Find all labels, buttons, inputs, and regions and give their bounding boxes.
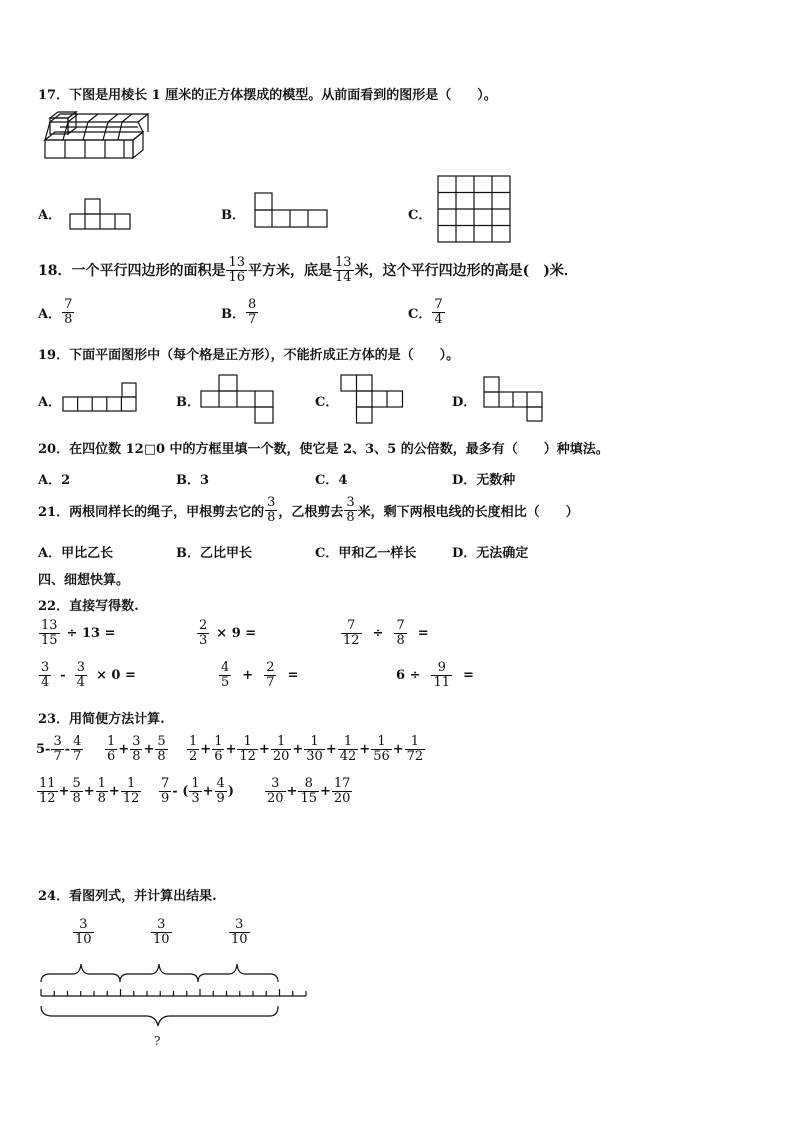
operator: + (325, 741, 337, 757)
q22-expr-6 (396, 661, 474, 689)
q18-option-a (38, 298, 75, 326)
numerator: 5 (72, 776, 81, 791)
numerator: 4 (221, 660, 230, 675)
fraction (105, 735, 117, 763)
denominator: 12 (39, 790, 56, 806)
numerator: 1 (191, 776, 200, 791)
q17-option-c-figure (437, 175, 511, 243)
fraction (75, 661, 87, 689)
denominator: 10 (231, 931, 248, 947)
numerator: 3 (41, 660, 50, 675)
fraction (121, 777, 142, 805)
q19-option-a-net (62, 382, 138, 412)
fraction (237, 735, 258, 763)
operator: + (225, 741, 237, 757)
numerator: 7 (347, 618, 356, 633)
denominator: 6 (107, 748, 116, 764)
numerator: 7 (64, 297, 73, 312)
numerator: 13 (228, 255, 246, 270)
top-brace-2 (120, 964, 198, 982)
numerator: 1 (276, 734, 286, 749)
q21-text-part2: ，乙根剪去 (278, 504, 344, 520)
numerator: 2 (266, 660, 275, 675)
equals: = (463, 667, 474, 683)
fraction (212, 735, 224, 763)
q19-option-b-net (200, 374, 276, 424)
operator: ÷ (372, 625, 384, 641)
q23-title: 23．用简便方法计算. (38, 712, 165, 727)
operator: + (143, 741, 155, 757)
option-label: B． (221, 306, 245, 322)
numerator: 3 (157, 917, 166, 932)
top-brace-1 (41, 964, 120, 982)
fraction (37, 777, 58, 805)
q24-title: 24．看图列式，并计算出结果. (38, 889, 217, 904)
q23-expr-e (158, 777, 234, 805)
bottom-brace (41, 1006, 278, 1026)
denominator: 20 (272, 748, 290, 764)
q19-option-a-label: A． (38, 395, 62, 410)
operator: + (83, 783, 95, 799)
section-heading: 四、细想快算。 (38, 573, 130, 588)
fraction (264, 661, 276, 689)
expr-prefix: 6 ÷ (396, 667, 421, 683)
q24-label-3 (228, 918, 251, 946)
q20-option-a: A．2 (38, 473, 71, 488)
denominator: 3 (191, 790, 200, 806)
fraction (130, 735, 142, 763)
numerator: 3 (267, 495, 276, 510)
q19-option-b-label: B． (176, 395, 200, 410)
operator: + (292, 741, 304, 757)
denominator: 7 (73, 748, 82, 764)
option-fraction (432, 298, 444, 326)
operator: + (320, 783, 331, 799)
numerator: 2 (199, 618, 208, 633)
fraction (265, 777, 286, 805)
q18-text-part1: 一个平行四边形的面积是 (71, 263, 226, 280)
numerator: 8 (248, 297, 257, 312)
numerator: 7 (161, 776, 170, 791)
denominator: 12 (122, 790, 140, 806)
fraction (155, 735, 167, 763)
fraction (338, 735, 359, 763)
q21-option-c: C．甲和乙一样长 (315, 546, 417, 561)
operator: + (359, 741, 371, 757)
denominator: 15 (41, 632, 58, 648)
fraction (71, 735, 83, 763)
numerator: 3 (76, 660, 85, 675)
q19-option-c-label: C． (315, 395, 339, 410)
numerator: 1 (107, 734, 116, 749)
numerator: 3 (132, 734, 141, 749)
denominator: 4 (41, 674, 50, 690)
numerator: 1 (377, 734, 386, 749)
denominator: 8 (72, 790, 81, 806)
fraction (371, 735, 392, 763)
q23-expr-b (104, 735, 169, 763)
fraction (39, 661, 51, 689)
denominator: 12 (239, 748, 256, 764)
q18-number: 18． (38, 263, 72, 280)
operator: + (108, 783, 120, 799)
numerator: 1 (343, 734, 353, 749)
denominator: 7 (53, 748, 62, 764)
q24-question-mark: ? (154, 1034, 161, 1048)
numerator: 4 (73, 734, 82, 749)
q19-option-c-net (340, 374, 404, 424)
numerator: 3 (235, 917, 244, 932)
fraction (219, 661, 231, 689)
denominator: 4 (76, 674, 85, 690)
numerator: 7 (434, 297, 443, 312)
option-label: A． (38, 306, 62, 322)
q23-expr-f (264, 777, 353, 805)
numerator: 1 (243, 734, 252, 749)
numerator: 1 (410, 734, 420, 749)
fraction (189, 777, 201, 805)
expr-prefix: 5- (36, 741, 51, 757)
q21-option-b: B．乙比甲长 (176, 546, 252, 561)
denominator: 14 (335, 269, 352, 285)
numerator: 9 (437, 660, 446, 675)
fraction (96, 777, 108, 805)
denominator: 8 (346, 509, 355, 525)
q24-label-2 (150, 918, 173, 946)
q19-text: 19．下面平面图形中（每个格是正方形），不能折成正方体的是（ ）。 (38, 348, 460, 363)
denominator: 7 (266, 674, 275, 690)
q22-expr-3 (340, 619, 429, 647)
denominator: 8 (267, 509, 276, 525)
operator: + (58, 783, 70, 799)
denominator: 8 (157, 748, 166, 764)
fraction (304, 735, 325, 763)
q19-option-d-label: D． (452, 395, 477, 410)
q24-label-1 (72, 918, 95, 946)
fraction (229, 918, 250, 946)
q18-text-part2: 平方米，底是 (248, 263, 333, 280)
denominator: 8 (64, 311, 73, 327)
fraction (271, 735, 292, 763)
fraction (394, 619, 406, 647)
numerator: 1 (189, 734, 198, 749)
q18-option-c (408, 298, 446, 326)
fraction (298, 777, 319, 805)
option-label: C． (408, 306, 432, 322)
denominator: 15 (300, 790, 317, 806)
q22-expr-2 (196, 619, 256, 647)
q23-expr-c (186, 735, 426, 763)
q23-expr-d (36, 777, 142, 805)
q17-text: 17．下图是用棱长 1 厘米的正方体摆成的模型。从前面看到的图形是（ ）。 (38, 88, 497, 103)
denominator: 20 (333, 790, 351, 806)
expr-rest: × 9 = (216, 625, 257, 641)
top-brace-3 (198, 964, 278, 982)
fraction (187, 735, 199, 763)
denominator: 10 (153, 931, 170, 947)
denominator: 8 (396, 632, 405, 648)
fraction (159, 777, 171, 805)
fraction (215, 777, 227, 805)
denominator: 3 (199, 632, 208, 648)
operator: + (242, 667, 254, 683)
denominator: 6 (214, 748, 223, 764)
q24-segment-diagram (38, 960, 313, 1030)
fraction (151, 918, 172, 946)
q20-option-c: C．4 (315, 473, 348, 488)
q21-text (38, 496, 579, 524)
fraction (431, 661, 452, 689)
option-fraction (246, 298, 258, 326)
numerator: 11 (39, 776, 56, 791)
operator: + (202, 783, 214, 799)
numerator: 1 (97, 776, 106, 791)
q19-option-d-net (483, 376, 545, 422)
q21-fraction-2 (344, 496, 356, 524)
fraction (51, 735, 63, 763)
q18-text (38, 256, 578, 284)
cube-model-figure (40, 110, 155, 162)
denominator: 30 (306, 748, 323, 764)
numerator: 3 (271, 776, 280, 791)
operator: - (64, 741, 71, 757)
expr-rest: ÷ 13 = (66, 625, 116, 641)
denominator: 72 (406, 748, 424, 764)
q22-expr-1 (38, 619, 115, 647)
numerator: 3 (346, 495, 355, 510)
q21-text-part1: 21．两根同样长的绳子，甲根剪去它的 (38, 504, 265, 520)
numerator: 13 (335, 255, 352, 270)
equals: = (287, 667, 299, 683)
q17-option-b-label: B． (221, 208, 245, 223)
q20-option-d: D．无数种 (452, 473, 516, 488)
q18-base-fraction (333, 256, 354, 284)
q20-option-b: B．3 (176, 473, 210, 488)
denominator: 11 (433, 674, 451, 690)
numerator: 1 (214, 734, 223, 749)
denominator: 42 (339, 748, 357, 764)
q22-title: 22．直接写得数. (38, 599, 139, 614)
denominator: 16 (228, 269, 246, 285)
q21-option-d: D．无法确定 (452, 546, 529, 561)
fraction (341, 619, 362, 647)
denominator: 56 (373, 748, 390, 764)
denominator: 8 (132, 748, 141, 764)
q17-option-c-label: C． (408, 208, 432, 223)
q18-option-b (221, 298, 259, 326)
denominator: 4 (434, 311, 443, 327)
close-paren: ) (227, 783, 234, 799)
q21-text-part3: 米，剩下两根电线的长度相比（ ） (357, 504, 579, 520)
numerator: 5 (157, 734, 166, 749)
denominator: 8 (97, 790, 106, 806)
operator: - ( (172, 783, 189, 799)
numerator: 8 (304, 776, 313, 791)
denominator: 5 (221, 674, 230, 690)
q22-expr-4 (38, 661, 136, 689)
q17-option-b-figure (254, 192, 328, 228)
numerator: 1 (126, 776, 136, 791)
numerator: 7 (396, 618, 405, 633)
numerator: 3 (79, 917, 88, 932)
expr-rest: × 0 = (95, 667, 136, 683)
fraction (405, 735, 426, 763)
operator: + (286, 783, 298, 799)
q21-fraction-1 (265, 496, 277, 524)
fraction (332, 777, 353, 805)
operator: + (258, 741, 270, 757)
equals: = (417, 625, 429, 641)
numerator: 17 (333, 776, 351, 791)
numerator: 3 (53, 734, 62, 749)
operator: + (200, 741, 212, 757)
denominator: 12 (343, 632, 360, 648)
q22-expr-5 (218, 661, 298, 689)
operator: - (60, 667, 66, 683)
q17-option-a-figure (70, 198, 132, 230)
fraction (39, 619, 60, 647)
operator: + (392, 741, 404, 757)
numerator: 4 (216, 776, 225, 791)
q21-option-a: A．甲比乙长 (38, 546, 114, 561)
denominator: 10 (75, 931, 92, 947)
denominator: 2 (189, 748, 198, 764)
numerator: 13 (41, 618, 58, 633)
denominator: 9 (216, 790, 225, 806)
q23-expr-a (36, 735, 84, 763)
denominator: 9 (161, 790, 170, 806)
fraction (73, 918, 94, 946)
operator: + (118, 741, 130, 757)
numerator: 1 (310, 734, 319, 749)
denominator: 7 (248, 311, 257, 327)
q18-area-fraction (226, 256, 247, 284)
q18-text-part3: 米，这个平行四边形的高是( )米． (354, 263, 578, 280)
fraction (197, 619, 209, 647)
q17-option-a-label: A． (38, 208, 62, 223)
fraction (70, 777, 82, 805)
q20-text: 20．在四位数 12□0 中的方框里填一个数，使它是 2、3、5 的公倍数，最多有（ ）种填法。 (38, 442, 609, 457)
denominator: 20 (267, 790, 284, 806)
option-fraction (62, 298, 74, 326)
